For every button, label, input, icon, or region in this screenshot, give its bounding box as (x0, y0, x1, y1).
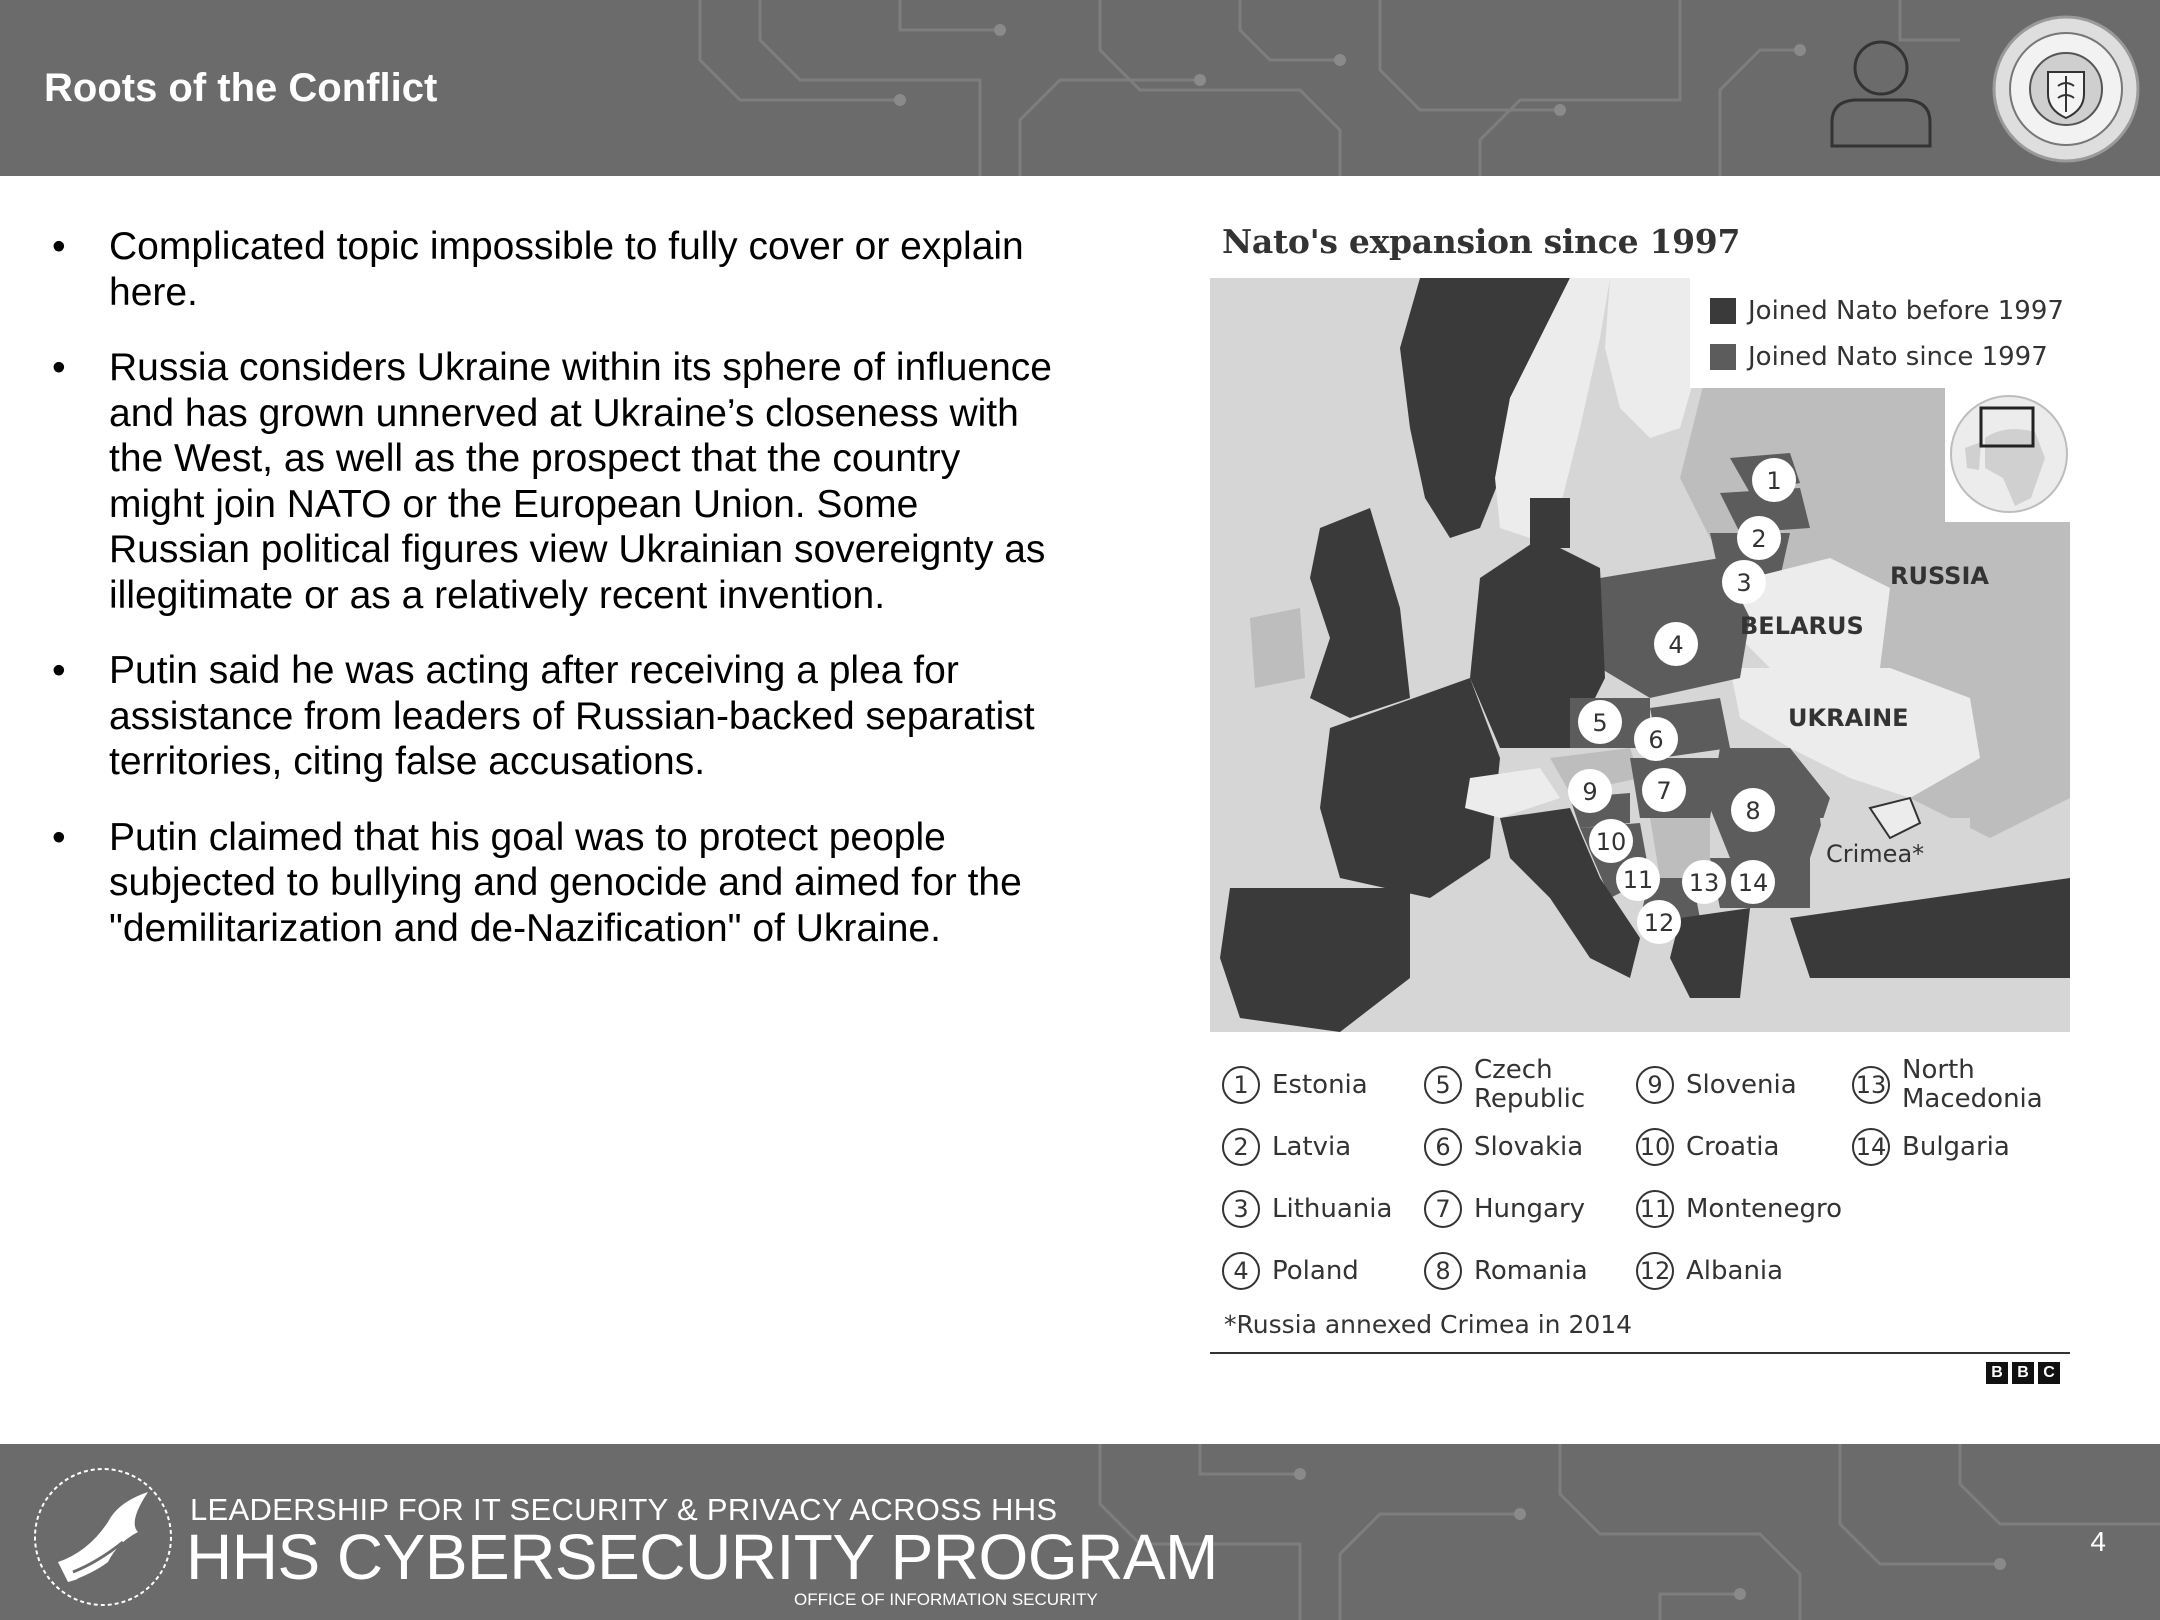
svg-text:3: 3 (1736, 569, 1752, 597)
country-key (1222, 1048, 2070, 1308)
legend-swatch (1710, 298, 1736, 324)
bullet-item (52, 648, 1062, 785)
figure-title: Nato's expansion since 1997 (1222, 222, 1741, 261)
map-marker (1568, 769, 1612, 813)
figure-footnote: *Russia annexed Crimea in 2014 (1224, 1310, 1633, 1339)
svg-text:12: 12 (1643, 909, 1675, 937)
bullet-marker: • (52, 815, 66, 859)
bullet-marker: • (52, 225, 66, 268)
key-label: Czech Republic (1474, 1055, 1586, 1114)
locator-globe (1945, 388, 2070, 522)
key-number: 7 (1424, 1190, 1462, 1228)
map-label-russia: RUSSIA (1890, 562, 1989, 590)
map-marker (1731, 788, 1775, 832)
key-number: 9 (1636, 1066, 1674, 1104)
nato-expansion-figure (1210, 212, 2070, 1402)
svg-text:11: 11 (1622, 866, 1654, 894)
key-number: 6 (1424, 1128, 1462, 1166)
map-marker (1589, 819, 1633, 863)
key-label: Estonia (1272, 1069, 1368, 1100)
key-item (1852, 1128, 2010, 1166)
legend-entry (1710, 342, 2048, 372)
map-label-crimea: Crimea* (1826, 840, 1925, 868)
key-item (1222, 1128, 1351, 1166)
map-legend (1690, 278, 2070, 388)
bullet-item (52, 345, 1062, 618)
key-item (1424, 1190, 1585, 1228)
map-marker (1654, 622, 1698, 666)
svg-text:1: 1 (1766, 467, 1782, 495)
map-label-belarus: BELARUS (1740, 612, 1864, 640)
key-label: Slovakia (1474, 1131, 1584, 1162)
svg-text:13: 13 (1688, 869, 1720, 897)
map-marker (1737, 516, 1781, 560)
key-number: 11 (1636, 1190, 1674, 1228)
key-number: 10 (1636, 1128, 1674, 1166)
bbc-logo (1986, 1362, 2060, 1384)
key-item (1222, 1190, 1392, 1228)
bbc-logo-letter: B (2012, 1362, 2034, 1384)
bullet-item (52, 815, 1062, 952)
bullet-item (52, 224, 1062, 315)
key-label: Latvia (1272, 1131, 1352, 1162)
bbc-logo-letter: C (2038, 1362, 2060, 1384)
svg-text:6: 6 (1648, 726, 1664, 754)
key-label: Bulgaria (1902, 1131, 2010, 1162)
page-number: 4 (2090, 1526, 2106, 1557)
key-label: Montenegro (1686, 1193, 1843, 1224)
legend-entry (1710, 296, 2064, 326)
svg-text:14: 14 (1737, 869, 1769, 897)
map-marker (1722, 560, 1766, 604)
svg-text:2: 2 (1751, 525, 1767, 553)
key-number: 4 (1222, 1252, 1260, 1290)
key-label: Hungary (1474, 1193, 1586, 1224)
key-item (1636, 1252, 1783, 1290)
footer-tagline: LEADERSHIP FOR IT SECURITY & PRIVACY ACROSS HHS (190, 1492, 1058, 1527)
key-item (1424, 1056, 1594, 1114)
footer-office: OFFICE OF INFORMATION SECURITY (794, 1590, 1098, 1609)
denmark-region (1530, 498, 1570, 548)
key-item (1636, 1128, 1779, 1166)
key-item (1852, 1056, 2042, 1114)
legend-label: Joined Nato since 1997 (1748, 342, 2048, 372)
key-item (1222, 1252, 1359, 1290)
key-label: Romania (1474, 1255, 1588, 1286)
figure-divider (1210, 1352, 2070, 1354)
key-label: Albania (1686, 1255, 1784, 1286)
key-number: 2 (1222, 1128, 1260, 1166)
key-number: 8 (1424, 1252, 1462, 1290)
legend-swatch (1710, 344, 1736, 370)
globe-icon (1945, 388, 2070, 522)
slide-title: Roots of the Conflict (44, 66, 438, 110)
key-label: Croatia (1686, 1131, 1780, 1162)
map-marker (1634, 717, 1678, 761)
bbc-logo-letter: B (1986, 1362, 2008, 1384)
key-label: Slovenia (1686, 1069, 1797, 1100)
map-marker (1637, 900, 1681, 944)
svg-text:4: 4 (1668, 631, 1684, 659)
map-marker (1731, 860, 1775, 904)
key-number: 1 (1222, 1066, 1260, 1104)
map-marker (1578, 700, 1622, 744)
svg-text:9: 9 (1582, 778, 1598, 806)
svg-text:7: 7 (1656, 777, 1672, 805)
legend-label: Joined Nato before 1997 (1748, 296, 2064, 326)
map-marker (1752, 458, 1796, 502)
hhs-seal-icon (1986, 14, 2146, 164)
key-label: North Macedonia (1902, 1055, 2043, 1114)
bullet-text: Complicated topic impossible to fully cover or explain here. (109, 225, 1024, 314)
key-number: 3 (1222, 1190, 1260, 1228)
map-label-ukraine: UKRAINE (1788, 704, 1909, 732)
bullet-text: Russia considers Ukraine within its sphere of influence and has grown unnerved at Ukraine’s closeness with the West, as well as the prospect that the country might join NATO or the European Union. Some Russian political figures view Ukrainian sovereignty as illegitimate or as a relatively recent invention. (109, 346, 1052, 617)
bullet-text: Putin claimed that his goal was to protect people subjected to bullying and genocide and aimed for the "demilitarization and de-Nazification" of Ukraine. (109, 815, 1022, 950)
key-number: 12 (1636, 1252, 1674, 1290)
svg-text:8: 8 (1745, 797, 1761, 825)
key-number: 13 (1852, 1066, 1890, 1104)
key-item (1424, 1252, 1588, 1290)
map-marker (1682, 860, 1726, 904)
footer-program-name: HHS CYBERSECURITY PROGRAM (186, 1521, 1218, 1593)
map-marker (1616, 857, 1660, 901)
bullet-list (52, 224, 1062, 981)
key-item (1636, 1190, 1842, 1228)
key-item (1222, 1066, 1368, 1104)
key-number: 5 (1424, 1066, 1462, 1104)
svg-text:5: 5 (1592, 709, 1608, 737)
header-band (0, 0, 2160, 176)
bullet-marker: • (52, 346, 66, 389)
key-number: 14 (1852, 1128, 1890, 1166)
svg-text:10: 10 (1595, 828, 1627, 856)
bullet-marker: • (52, 649, 66, 692)
footer-band (0, 1444, 2160, 1620)
key-label: Lithuania (1272, 1193, 1393, 1224)
key-item (1424, 1128, 1583, 1166)
key-label: Poland (1272, 1255, 1359, 1286)
user-icon (1828, 36, 1934, 150)
bullet-text: Putin said he was acting after receiving a plea for assistance from leaders of Russian-backed separatist territories, citing false accusations. (109, 649, 1035, 783)
europe-map (1210, 278, 2070, 1032)
key-item (1636, 1066, 1797, 1104)
ireland-region (1250, 608, 1305, 688)
map-marker (1642, 768, 1686, 812)
hhs-eagle-logo-icon (28, 1462, 178, 1612)
